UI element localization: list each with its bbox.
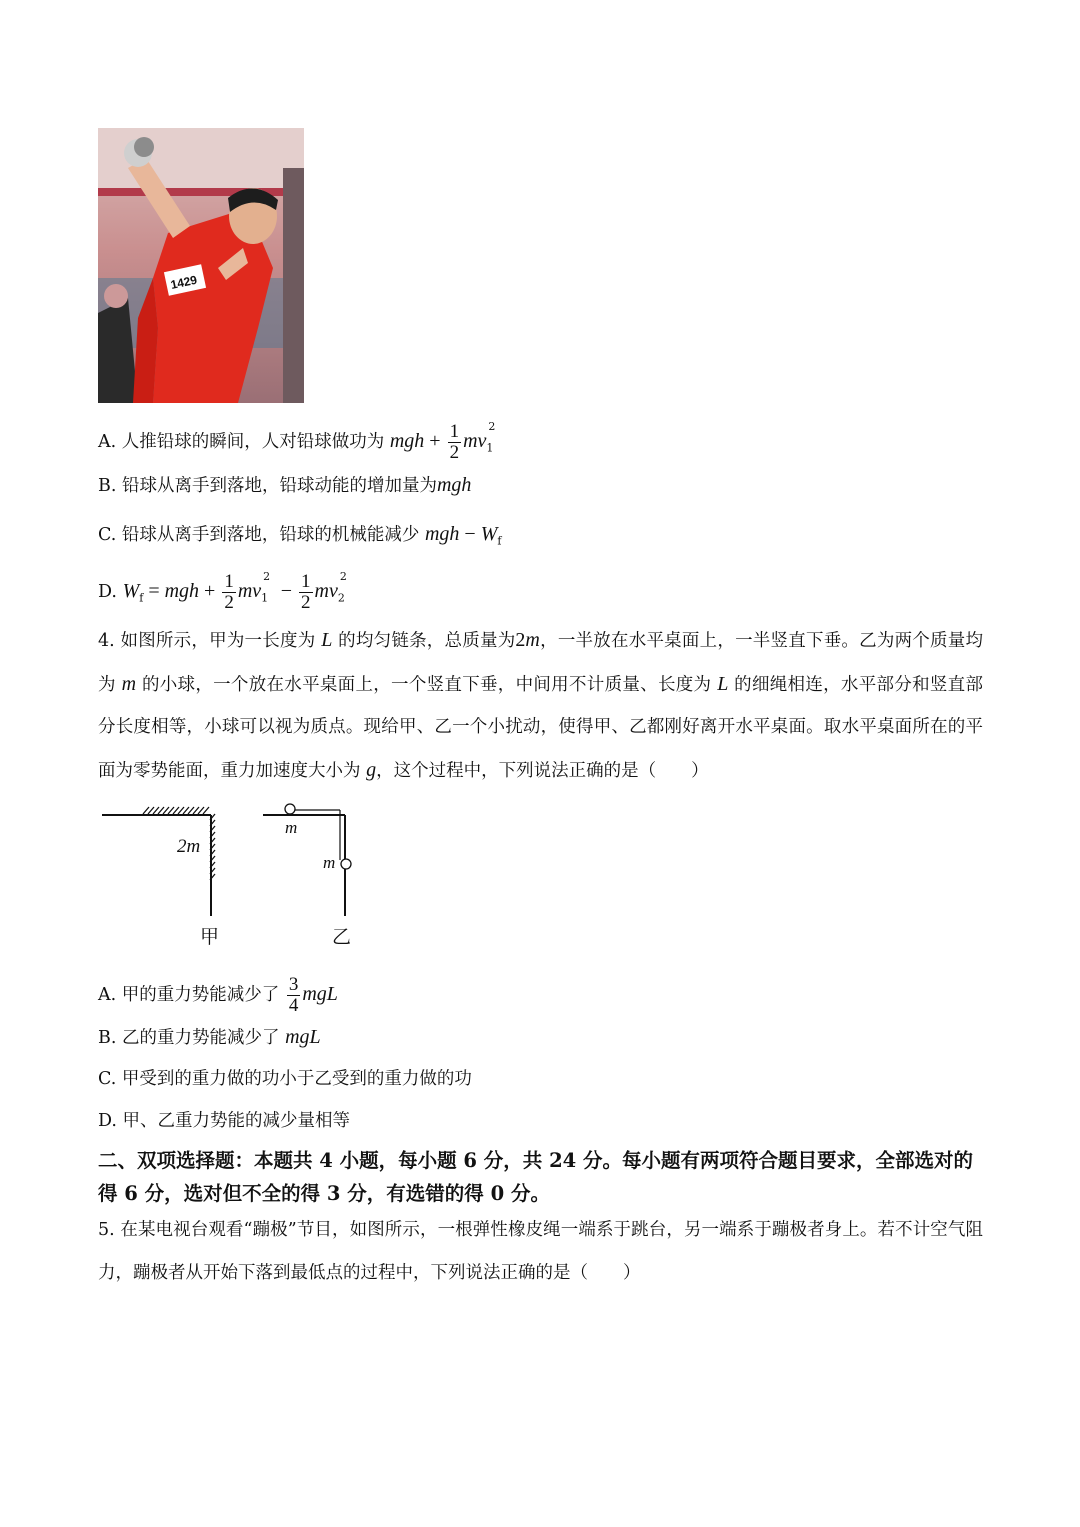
q3-option-a: A. 人推铅球的瞬间，人对铅球做功为 mgh + $\frac{1}{2}$ $mv_1^2$ <box>98 420 496 463</box>
q3-option-d: D. $W_f$ = mgh + $\frac{1}{2}$ $mv_1^2$ − $\frac{1}{2}$ $mv_2^2$ <box>98 570 347 613</box>
q4-option-b: B. 乙的重力势能减少了 mgL <box>98 1026 321 1048</box>
shot-put-photo-art <box>98 128 304 403</box>
label-2m: 2m <box>177 836 201 857</box>
q4-option-d: D. 甲、乙重力势能的减少量相等 <box>98 1111 351 1131</box>
q4-option-a: A. 甲的重力势能减少了 $\frac{3}{4}$ mgL <box>98 974 338 1016</box>
shot-put-photo <box>98 128 304 403</box>
caption-jia: 甲 <box>200 926 220 948</box>
label-m-top: m <box>285 818 298 837</box>
caption-yi: 乙 <box>332 926 352 948</box>
q4-figure <box>95 798 375 948</box>
svg-text:1429: 1429 <box>169 272 199 292</box>
q3-option-b: B. 铅球从离手到落地，铅球动能的增加量为mgh <box>98 474 472 496</box>
q3-option-c: C. 铅球从离手到落地，铅球的机械能减少 mgh − $W_f$ <box>98 523 502 548</box>
q4-stem: 4. 如图所示，甲为一长度为 L 的均匀链条，总质量为2m，一半放在水平桌面上，一半竖直下垂。乙为两个质量均为 m 的小球，一个放在水平桌面上，一个竖直下垂，中间用不计质量、长度为 L 的细绳相连，水平部分和竖直部分长度相等，小球可以视为质点。现给甲、乙一个小扰动，使得甲、乙都刚好离开水平桌面。取水平桌面所在的平面为零势能面，重力加速度大小为 g，这个过程中，下列说法正确的是（ ） <box>98 629 983 781</box>
fraction-half: $\frac{1}{2}$ <box>449 421 460 463</box>
section-2-heading: 二、双项选择题：本题共 4 小题，每小题 6 分，共 24 分。每小题有两项符合题目要求，全部选对的得 6 分，选对但不全的得 3 分，有选错的得 0 分。 <box>98 1149 974 1205</box>
label-m-side: m <box>323 853 336 872</box>
q5-stem: 5. 在某电视台观看“蹦极”节目，如图所示，一根弹性橡皮绳一端系于跳台，另一端系于蹦极者身上。若不计空气阻力，蹦极者从开始下落到最低点的过程中，下列说法正确的是（ ） <box>98 1220 983 1283</box>
q4-option-c: C. 甲受到的重力做的功小于乙受到的重力做的功 <box>98 1069 472 1089</box>
